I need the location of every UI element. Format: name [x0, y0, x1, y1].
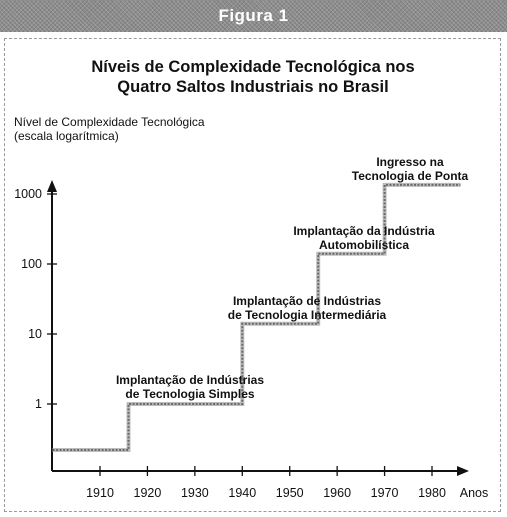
x-tick-label-1930: 1930: [180, 486, 209, 500]
y-axis-label-line-2: (escala logarítmica): [14, 129, 119, 143]
y-axis-label-line-1: Nível de Complexidade Tecnológica: [14, 115, 205, 129]
annotation-4-line-1: Ingresso na: [376, 155, 444, 169]
x-tick-label-1910: 1910: [86, 486, 114, 500]
annotation-1-line-1: Implantação de Indústrias: [115, 373, 265, 387]
annotation-1-line-2: de Tecnologia Simples: [125, 387, 255, 401]
annotation-3-line-2: Automobilística: [318, 238, 410, 252]
x-tick-label-1980: 1980: [418, 486, 446, 500]
y-tick-label-10: 10: [28, 327, 42, 341]
annotation-2-line-2: de Tecnologia Intermediária: [227, 308, 387, 322]
annotation-4-line-2: Tecnologia de Ponta: [351, 169, 469, 183]
annotations: [116, 155, 469, 401]
x-tick-label-1940: 1940: [228, 486, 257, 500]
x-tick-label-1920: 1920: [133, 486, 162, 500]
y-tick-label-1000: 1000: [14, 187, 42, 201]
y-axis-arrow: [47, 180, 57, 192]
x-axis-label: Anos: [459, 486, 489, 500]
figure-label: Figura 1: [218, 6, 289, 25]
x-tick-label-1950: 1950: [275, 486, 304, 500]
annotation-2-line-1: Implantação de Indústrias: [232, 294, 382, 308]
x-tick-label-1970: 1970: [370, 486, 399, 500]
x-tick-label-1960: 1960: [323, 486, 352, 500]
y-tick-label-100: 100: [21, 257, 42, 271]
annotation-3-line-1: Implantação da Indústria: [293, 224, 435, 238]
chart-title-line-1: Níveis de Complexidade Tecnológica nos: [91, 58, 415, 76]
x-axis-arrow: [457, 466, 469, 476]
chart-title-line-2: Quatro Saltos Industriais no Brasil: [117, 78, 389, 96]
y-tick-label-1: 1: [35, 397, 42, 411]
